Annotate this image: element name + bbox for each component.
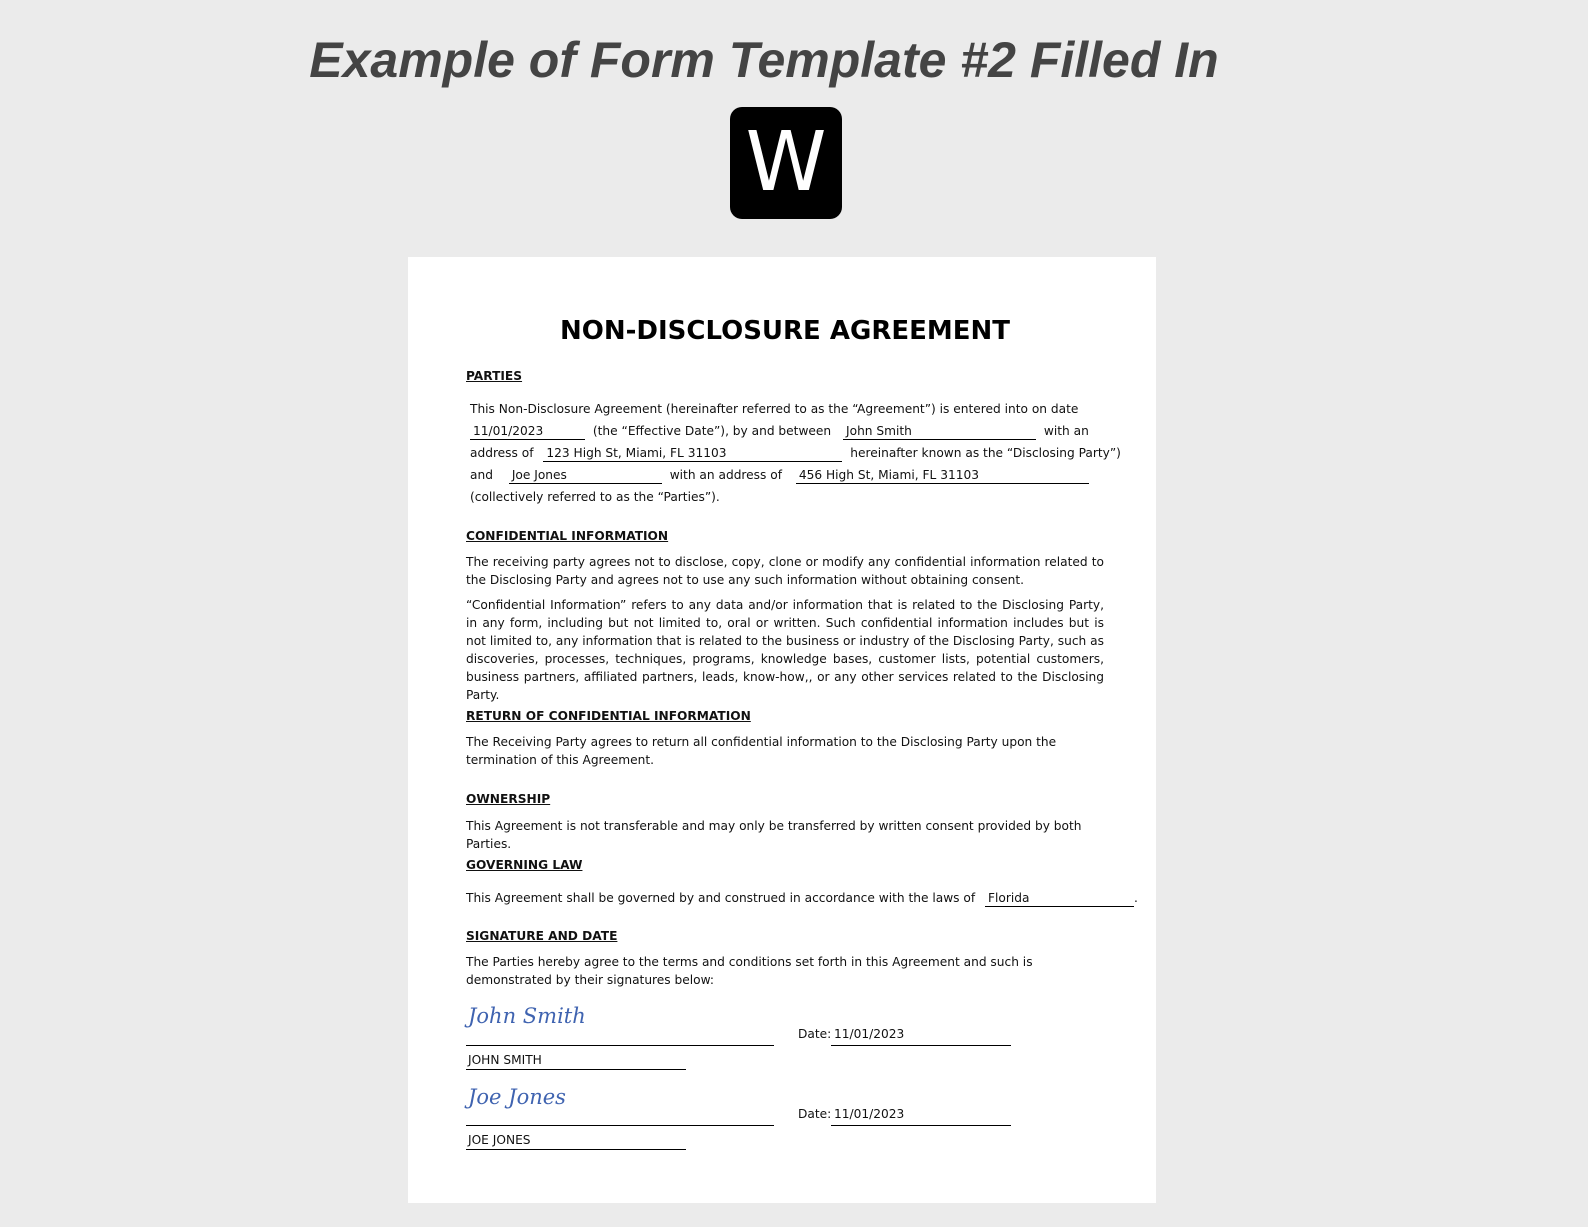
signer-1-date: 11/01/2023 [834,1027,905,1041]
ownership-paragraph: This Agreement is not transferable and may only be transferred by written consent provided by both Parties. [466,819,1082,851]
effective-date-field: 11/01/2023 [470,423,585,440]
effective-date-text: (the “Effective Date”), by and between [592,424,832,438]
parties-line-3 [470,444,1121,462]
parties-line-2 [470,422,1089,440]
governing-law-line [466,889,1138,907]
governing-state-field: Florida [985,890,1134,907]
return-heading: RETURN OF CONFIDENTIAL INFORMATION [466,709,751,723]
and-text: and [470,468,493,482]
parties-intro: This Non-Disclosure Agreement (hereinafter referred to as the “Agreement”) is entered into on date [470,402,1079,416]
document-page [408,257,1156,1203]
signer-1-signature-line [466,1045,774,1046]
signer-2-signature-line [466,1125,774,1126]
disclosing-party-name-field: John Smith [843,423,1036,440]
confidential-paragraph-1: The receiving party agrees not to disclose, copy, clone or modify any confidential information related to the Disclosing Party and agrees not to use any such information without obtaining consent. [466,555,1104,587]
disclosing-party-address-field: 123 High St, Miami, FL 31103 [543,445,842,462]
confidential-paragraph-2: “Confidential Information” refers to any data and/or information that is related to the Disclosing Party, in any form, including but not limited to, oral or written. Such confidential information includes but is not limited to, any information that is related to the business or industry of the Disclosing Party, such as discoveries, processes, techniques, programs, knowledge bases, customer lists, potential customers, business partners, affiliated partners, leads, know-how,, or any other services related to the Disclosing Party. [466,598,1104,702]
signature-heading: SIGNATURE AND DATE [466,929,618,943]
address-of-text: address of [470,446,534,460]
signer-1-name-line [466,1069,686,1070]
signer-2-date: 11/01/2023 [834,1107,905,1121]
governing-law-period: . [1134,891,1138,905]
with-address-of-text: with an address of [669,468,782,482]
word-document-icon: W [730,107,842,219]
signer-2-signature: Joe Jones [468,1085,566,1109]
hereinafter-text: hereinafter known as the “Disclosing Party”) [850,446,1121,460]
signer-2-date-line [831,1125,1011,1126]
signer-2-date-label: Date: [798,1107,832,1121]
governing-law-heading: GOVERNING LAW [466,858,583,872]
signer-1-date-line [831,1045,1011,1046]
signer-2-name-line [466,1149,686,1150]
confidential-heading: CONFIDENTIAL INFORMATION [466,529,669,543]
signer-1-date-label: Date: [798,1027,832,1041]
receiving-party-name-field: Joe Jones [509,467,662,484]
governing-law-text: This Agreement shall be governed by and construed in accordance with the laws of [466,891,976,905]
collectively-text: (collectively referred to as the “Parties”). [470,490,720,504]
signature-paragraph: The Parties hereby agree to the terms and conditions set forth in this Agreement and such is demonstrated by their signatures below: [466,955,1033,987]
parties-line-5 [470,488,720,506]
signer-1-printed-name: JOHN SMITH [468,1053,542,1067]
signer-2-printed-name: JOE JONES [468,1133,531,1147]
parties-line-1 [470,400,1078,418]
return-paragraph: The Receiving Party agrees to return all confidential information to the Disclosing Party upon the termination of this Agreement. [466,735,1057,767]
signer-1-signature: John Smith [468,1004,586,1028]
parties-heading: PARTIES [466,369,523,383]
ownership-heading: OWNERSHIP [466,792,551,806]
receiving-party-address-field: 456 High St, Miami, FL 31103 [796,467,1089,484]
banner-title: Example of Form Template #2 Filled In [309,32,1219,88]
with-an-text: with an [1043,424,1089,438]
document-title: NON-DISCLOSURE AGREEMENT [559,316,1011,346]
parties-line-4 [470,466,1089,484]
